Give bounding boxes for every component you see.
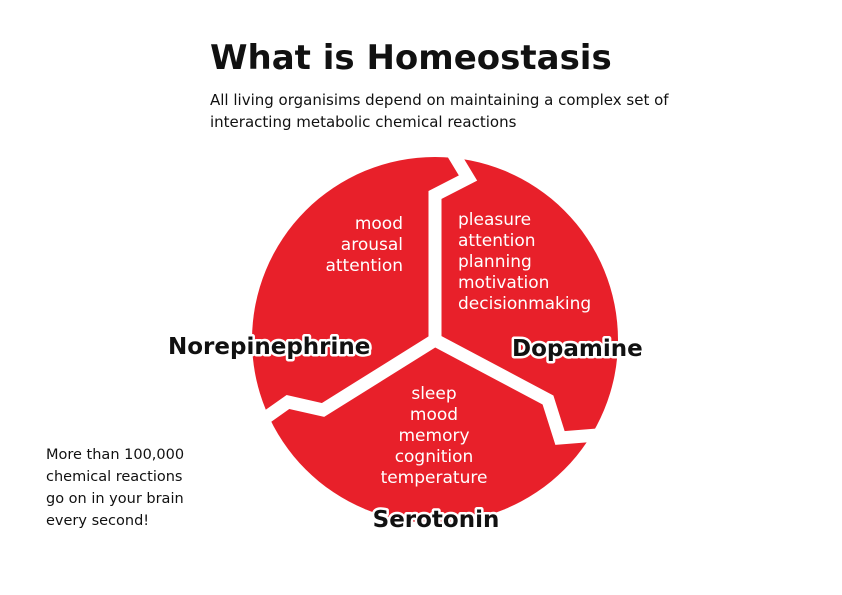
note-line: go on in your brain <box>46 491 184 507</box>
norepinephrine-label: Norepinephrine <box>168 334 371 360</box>
page-subtitle: All living organisims depend on maintaining a complex set of interacting metabolic chemical reactions <box>210 91 669 131</box>
dopamine-item: motivation <box>458 273 550 293</box>
dopamine-item: attention <box>458 231 536 251</box>
note-line: More than 100,000 <box>46 447 185 463</box>
dopamine-item: pleasure <box>458 210 532 230</box>
note-line: every second! <box>46 513 150 529</box>
serotonin-item: temperature <box>380 468 488 488</box>
serotonin-label: Serotonin <box>372 507 500 533</box>
dopamine-label: Dopamine <box>512 336 643 362</box>
norepinephrine-item: attention <box>325 256 403 276</box>
note-line: chemical reactions <box>46 469 183 485</box>
serotonin-item: cognition <box>394 447 474 467</box>
dopamine-item: decisionmaking <box>458 294 592 314</box>
norepinephrine-item: mood <box>354 214 403 234</box>
serotonin-item: mood <box>409 405 459 425</box>
norepinephrine-item: arousal <box>340 235 403 255</box>
page-title: What is Homeostasis <box>210 38 612 78</box>
dopamine-item: planning <box>458 252 532 272</box>
brain-reactions-note <box>46 444 246 532</box>
serotonin-item: memory <box>398 426 470 446</box>
serotonin-item: sleep <box>411 384 457 404</box>
